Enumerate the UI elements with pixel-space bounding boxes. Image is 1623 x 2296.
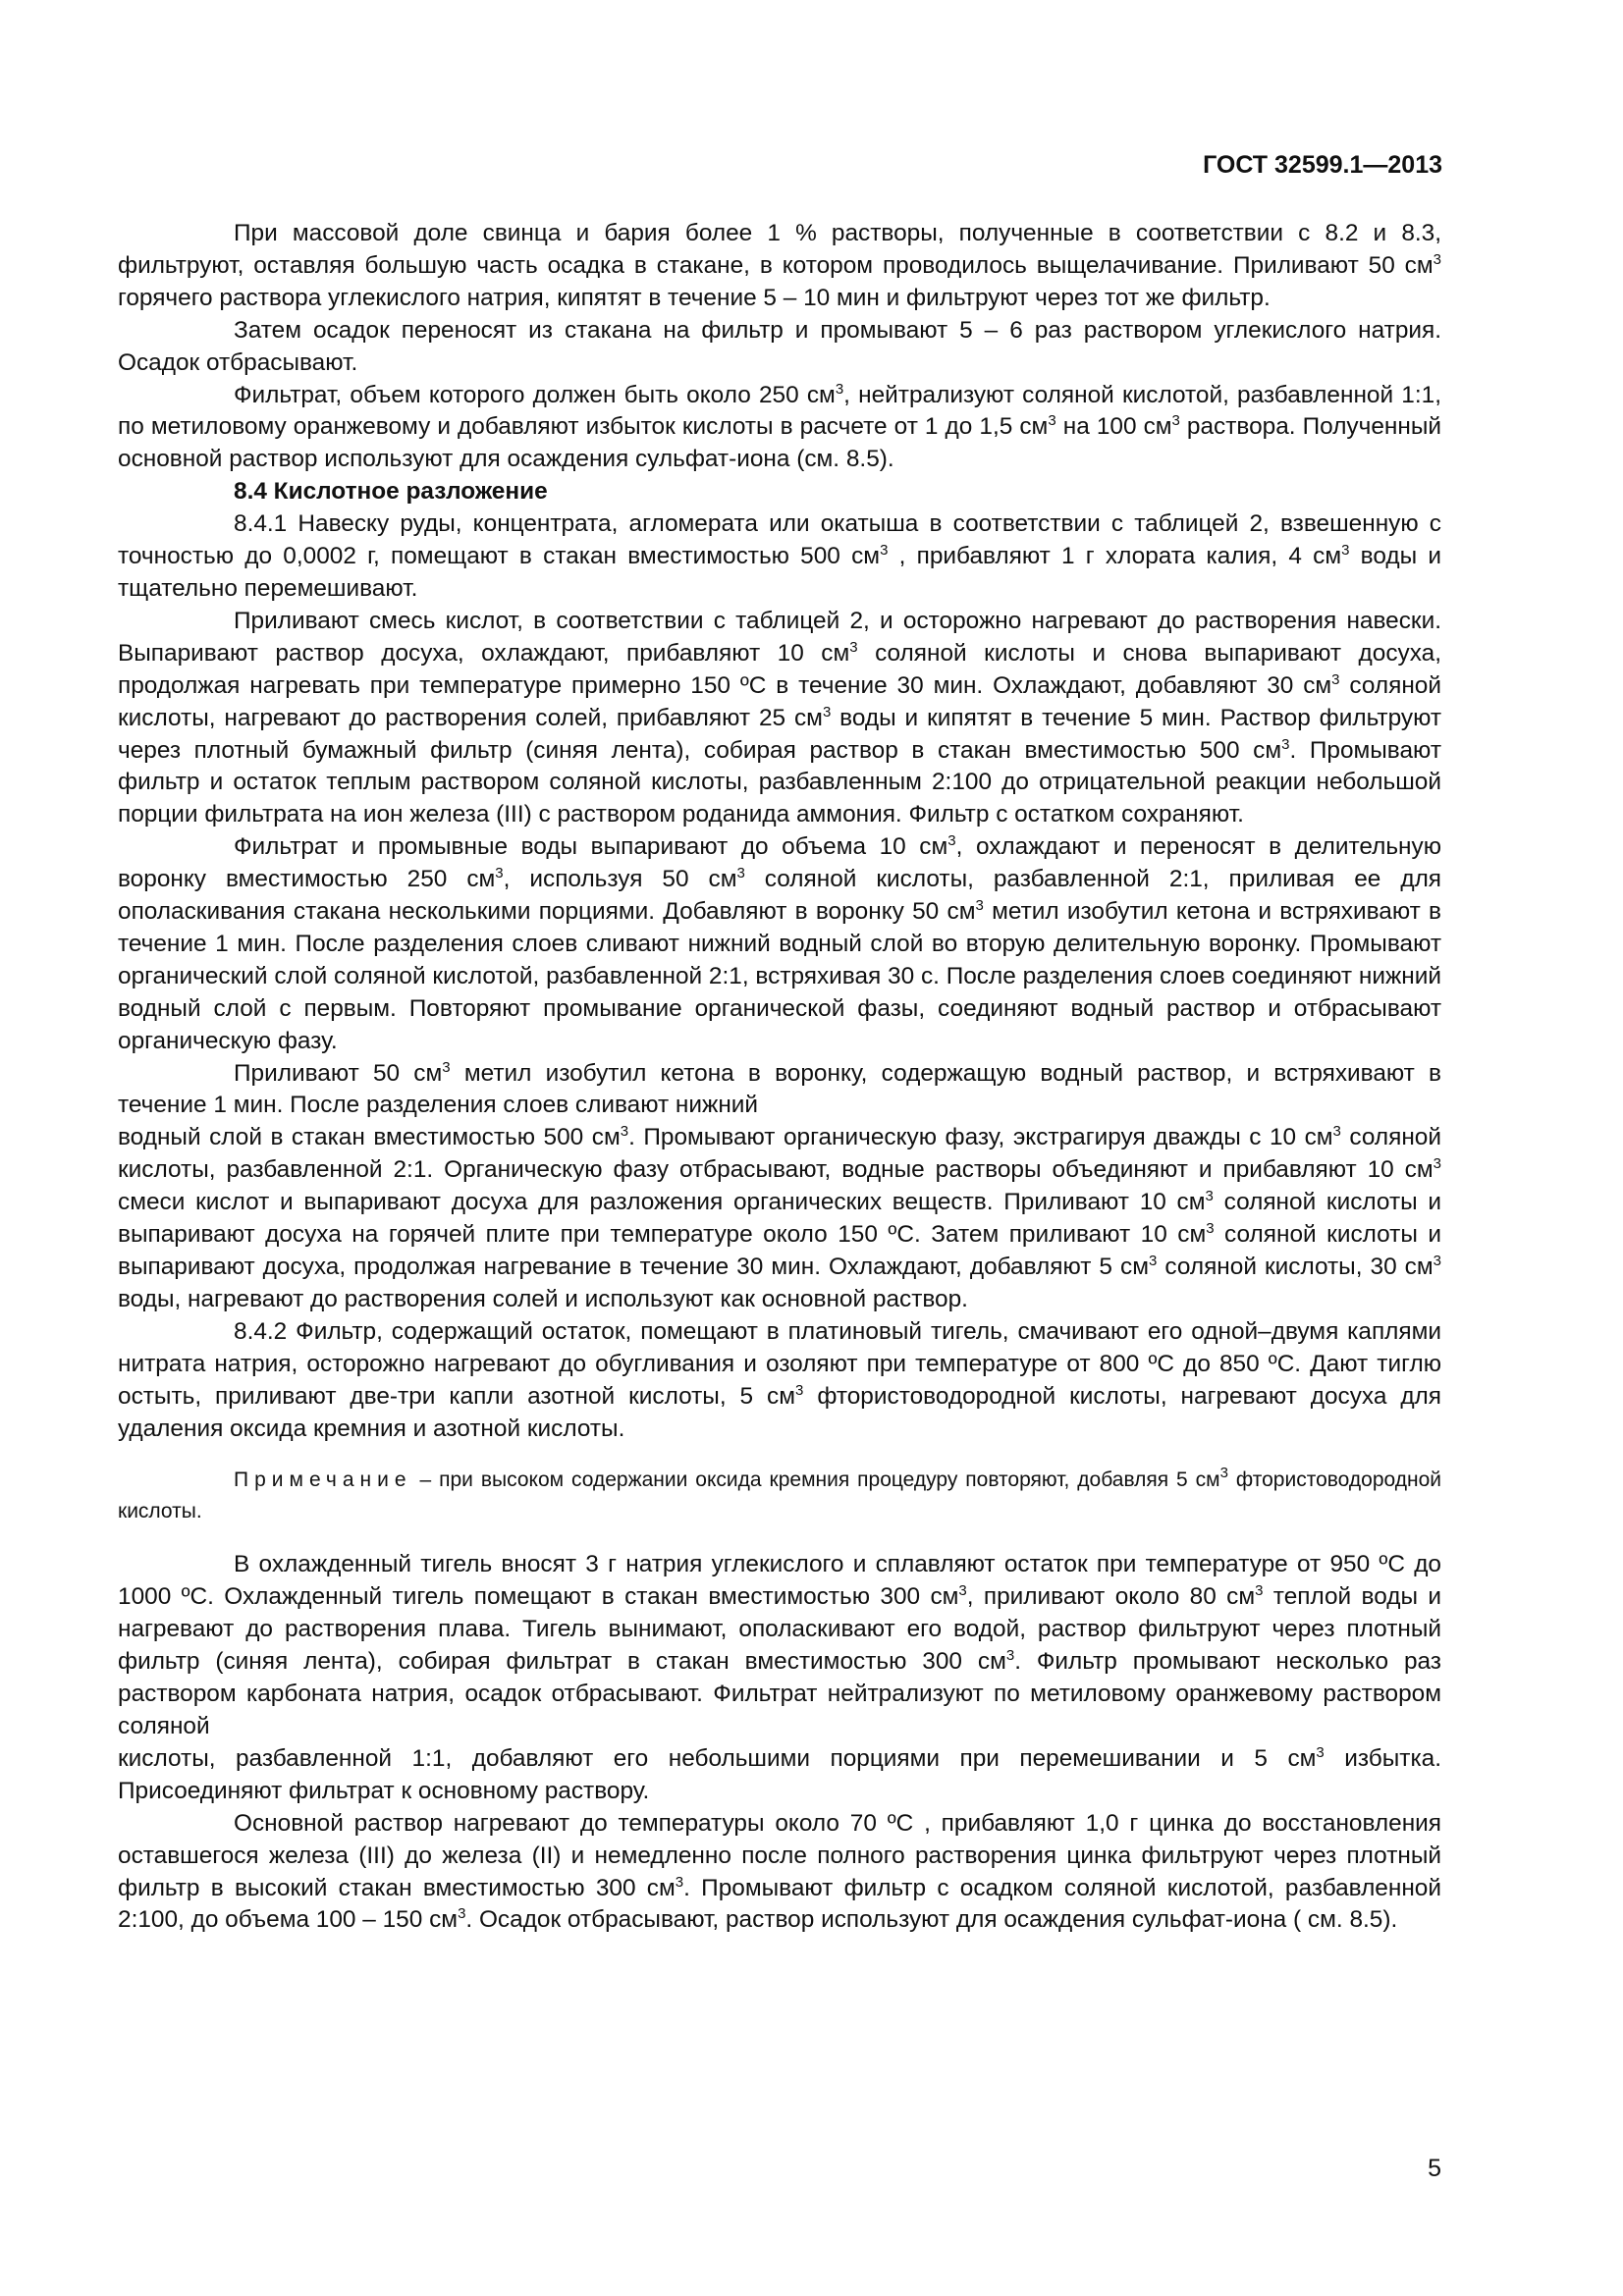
paragraph: 8.4.2 Фильтр, содержащий остаток, помещают в платиновый тигель, смачивают его одной–двумя каплями нитрата натрия, осторожно нагревают до обугливания и озоляют при температуре от 800 ºС до 850 ºС. Дают тиглю остыть, приливают две-три капли азотной кислоты, 5 $см^3$ фтористоводородной кислоты, нагревают досуха для удаления оксида кремния и азотной кислоты.	[118, 1317, 1441, 1442]
paragraph: 8.4.1 Навеску руды, концентрата, агломерата или окатыша в соответствии с таблицей 2, взвешенную с точностью до 0,0002 г, помещают в стакан вместимостью 500 $см^3$ , прибавляют 1 г хлората калия, 4 $см^3$ воды и тщательно перемешивают.	[118, 510, 1441, 602]
paragraph: Фильтрат, объем которого должен быть около 250 $см^3$, нейтрализуют соляной кислотой, разбавленной 1:1, по метиловому оранжевому и добавляют избыток кислоты в расчете от 1 до 1,5 $см^3$ на 100 $см^3$ раствора. Полученный основной раствор используют для осаждения сульфат-иона (см. 8.5).	[118, 380, 1441, 473]
document-code: ГОСТ 32599.1—2013	[1203, 151, 1442, 179]
paragraph: Затем осадок переносят из стакана на фильтр и промывают 5 – 6 раз раствором углекислого натрия. Осадок отбрасывают.	[118, 316, 1441, 376]
paragraph: Основной раствор нагревают до температуры около 70 ºС , прибавляют 1,0 г цинка до восстановления оставшегося железа (III) до железа (II) и немедленно после полного растворения цинка фильтруют через плотный фильтр в высокий стакан вместимостью 300 $см^3$. Промывают фильтр с осадком соляной кислотой, разбавленной 2:100, до объема 100 – 150 $см^3$. Осадок отбрасывают, раствор используют для осаждения сульфат-иона ( см. 8.5).	[118, 1809, 1441, 1934]
paragraph: Фильтрат и промывные воды выпаривают до объема 10 $см^3$, охлаждают и переносят в делительную воронку вместимостью 250 $см^3$, используя 50 $см^3$ соляной кислоты, разбавленной 2:1, приливая ее для ополаскивания стакана несколькими порциями. Добавляют в воронку 50 $см^3$ метил изобутил кетона и встряхивают в течение 1 мин. После разделения слоев сливают нижний водный слой во вторую делительную воронку. Промывают органический слой соляной кислотой, разбавленной 2:1, встряхивая 30 с. После разделения слоев соединяют нижний водный слой с первым. Повторяют промывание органической фазы, соединяют водный раствор и отбрасывают органическую фазу.	[118, 832, 1442, 1054]
paragraph: водный слой в стакан вместимостью 500 $см^3$. Промывают органическую фазу, экстрагируя дважды с 10 $см^3$ соляной кислоты, разбавленной 2:1. Органическую фазу отбрасывают, водные растворы объединяют и прибавляют 10 $см^3$ смеси кислот и выпаривают досуха для разложения органических веществ. Приливают 10 $см^3$ соляной кислоты и выпаривают досуха на горячей плите при температуре около 150 ºС. Затем приливают 10 $см^3$ соляной кислоты и выпаривают досуха, продолжая нагревание в течение 30 мин. Охлаждают, добавляют 5 $см^3$ соляной кислоты, 30 $см^3$ воды, нагревают до растворения солей и используют как основной раствор.	[118, 1123, 1441, 1312]
note-label: Примечание	[234, 1468, 412, 1492]
paragraph: Приливают 50 $см^3$ метил изобутил кетона в воронку, содержащую водный раствор, и встряхивают в течение 1 мин. После разделения слоев сливают нижний	[118, 1058, 1441, 1119]
paragraph: Приливают смесь кислот, в соответствии с таблицей 2, и осторожно нагревают до растворения навески. Выпаривают раствор досуха, охлаждают, прибавляют 10 $см^3$ соляной кислоты и снова выпаривают досуха, продолжая нагревать при температуре примерно 150 ºС в течение 30 мин. Охлаждают, добавляют 30 $см^3$ соляной кислоты, нагревают до растворения солей, прибавляют 25 $см^3$ воды и кипятят в течение 5 мин. Раствор фильтруют через плотный бумажный фильтр (синяя лента), собирая раствор в стакан вместимостью 500 $см^3$. Промывают фильтр и остаток теплым раствором соляной кислоты, разбавленным 2:100 до отрицательной реакции небольшой порции фильтрата на ион железа (III) с раствором роданида аммония. Фильтр с остатком сохраняют.	[118, 607, 1441, 828]
note: Примечание – при высоком содержании оксида кремния процедуру повторяют, добавляя 5 $см^3$ фтористоводородной кислоты.	[118, 1465, 1441, 1523]
paragraph: кислоты, разбавленной 1:1, добавляют его небольшими порциями при перемешивании и 5 $см^3$ избытка. Присоединяют фильтрат к основному раствору.	[118, 1743, 1442, 1804]
document-body	[118, 218, 1441, 1937]
page-number: 5	[1428, 2155, 1441, 2182]
section-title: 8.4 Кислотное разложение	[234, 478, 548, 506]
paragraph: В охлажденный тигель вносят 3 г натрия углекислого и сплавляют остаток при температуре от 950 ºС до 1000 ºС. Охлажденный тигель помещают в стакан вместимостью 300 $см^3$, приливают около 80 $см^3$ теплой воды и нагревают до растворения плава. Тигель вынимают, ополаскивают его водой, раствор фильтруют через плотный фильтр (синяя лента), собирая фильтрат в стакан вместимостью 300 $см^3$. Фильтр промывают несколько раз раствором карбоната натрия, осадок отбрасывают. Фильтрат нейтрализуют по метиловому оранжевому раствором соляной	[118, 1551, 1441, 1739]
paragraph: При массовой доле свинца и бария более 1 % растворы, полученные в соответствии с 8.2 и 8.3, фильтруют, оставляя большую часть осадка в стакане, в котором проводилось выщелачивание. Приливают 50 $см^3$ горячего раствора углекислого натрия, кипятят в течение 5 – 10 мин и фильтруют через тот же фильтр.	[118, 220, 1441, 311]
